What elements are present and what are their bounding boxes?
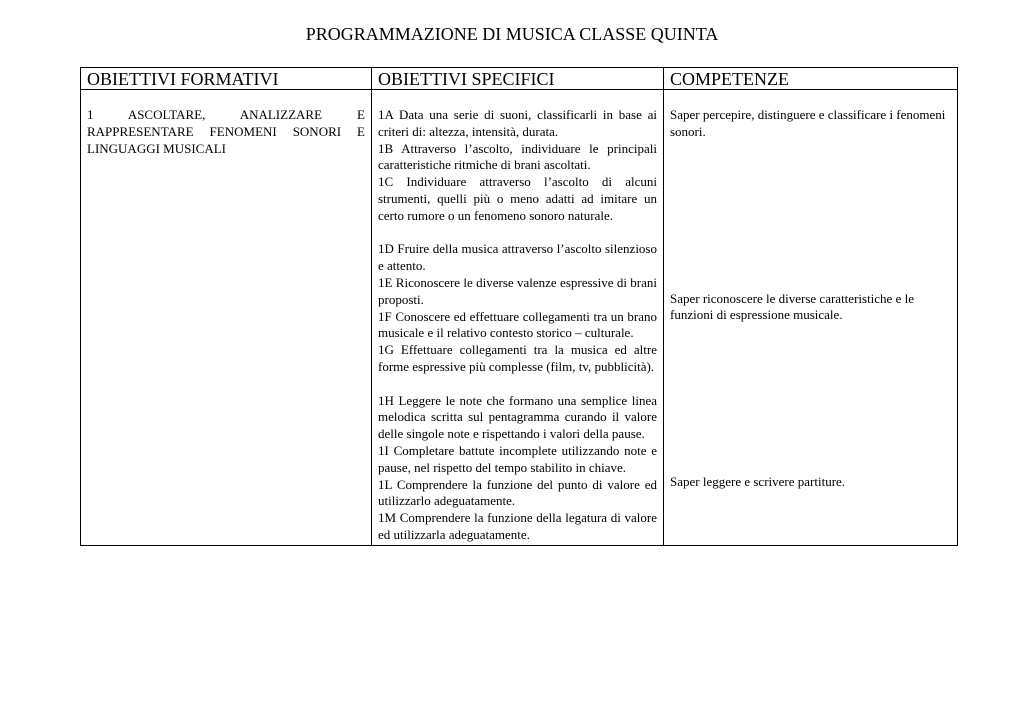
obiettivo-1a: 1A Data una serie di suoni, classificarli in base ai criteri di: altezza, intensità, durata. <box>378 107 657 139</box>
obiettivo-1i: 1I Completare battute incomplete utilizzando note e pause, nel rispetto del tempo stabilito in chiave. <box>378 442 657 475</box>
table-row <box>81 90 958 546</box>
competenza-1: Saper percepire, distinguere e classificare i fenomeni sonori. <box>670 107 946 139</box>
obiettivo-1e: 1E Riconoscere le diverse valenze espressive di brani proposti. <box>378 274 657 307</box>
obiettivo-1b: 1B Attraverso l’ascolto, individuare le principali caratteristiche ritmiche di brani ascoltati. <box>378 140 657 173</box>
page-title: PROGRAMMAZIONE DI MUSICA CLASSE QUINTA <box>305 24 719 44</box>
cell-competenze <box>664 90 958 546</box>
obiettivo-1d: 1D Fruire della musica attraverso l’ascolto silenzioso e attento. <box>378 241 657 274</box>
cell-formativo <box>81 90 372 546</box>
obiettivo-1l: 1L Comprendere la funzione del punto di valore ed utilizzarlo adeguatamente. <box>378 476 657 509</box>
competenza-2: Saper riconoscere le diverse caratteristiche e le funzioni di espressione musicale. <box>670 290 914 323</box>
header-obiettivi-specifici: OBIETTIVI SPECIFICI <box>372 68 664 90</box>
competenza-3: Saper leggere e scrivere partiture. <box>670 474 846 490</box>
obiettivo-1h: 1H Leggere le note che formano una semplice linea melodica scritta sul pentagramma curando il valore delle singole note e rispettando i valori della pause. <box>378 392 657 442</box>
programmazione-table <box>80 67 958 546</box>
obiettivo-formativo-1: 1 ASCOLTARE, ANALIZZARE E RAPPRESENTARE FENOMENI SONORI E LINGUAGGI MUSICALI <box>87 107 365 156</box>
cell-specifici <box>372 90 664 546</box>
obiettivo-1g: 1G Effettuare collegamenti tra la musica ed altre forme espressive più complesse (film, tv, pubblicità). <box>378 342 657 374</box>
obiettivo-1c: 1C Individuare attraverso l’ascolto di alcuni strumenti, quelli più o meno adatti ad imitare un certo rumore o un fenomeno sonoro naturale. <box>378 174 657 223</box>
table-header-row <box>81 68 958 90</box>
obiettivo-1f: 1F Conoscere ed effettuare collegamenti tra un brano musicale e il relativo contesto storico – culturale. <box>378 308 657 341</box>
header-competenze: COMPETENZE <box>664 68 958 90</box>
header-obiettivi-formativi: OBIETTIVI FORMATIVI <box>81 68 372 90</box>
obiettivo-1m: 1M Comprendere la funzione della legatura di valore ed utilizzarla adeguatamente. <box>378 510 657 542</box>
